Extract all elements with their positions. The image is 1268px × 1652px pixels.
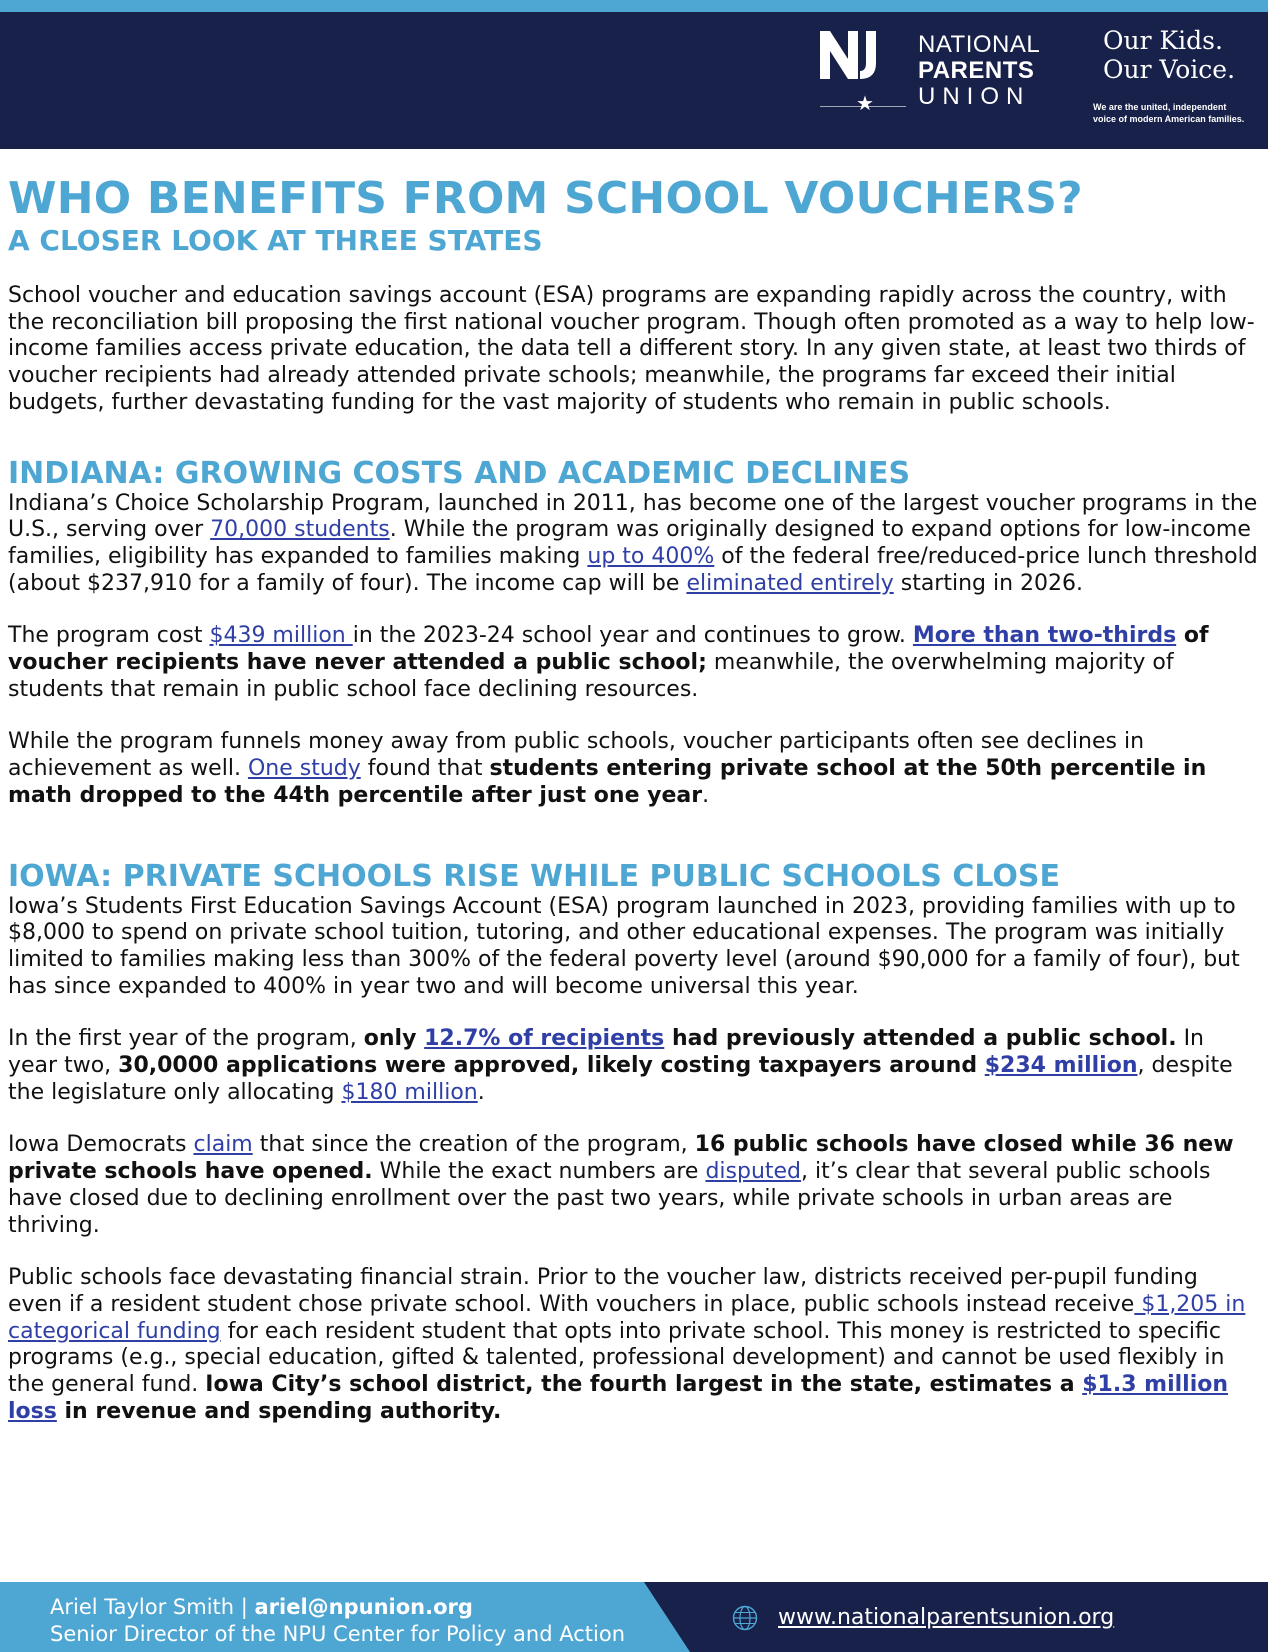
text-span: , it’s clear that several public schools have closed due to declining enrollment over the past two years, while private schools in urban areas are thriving. [8,1159,1211,1238]
tagline-subtext [1093,101,1244,125]
website-link[interactable]: www.nationalparentsunion.org [778,1605,1115,1630]
indiana-paragraph-3 [8,729,1258,809]
indiana-paragraph-1 [8,491,1258,598]
text-span: for each resident student that opts into private school. This money is restricted to specific programs (e.g., special education, gifted & talented, professional development) and cannot be used flexibly in the general fund. [8,1318,1225,1398]
tagline-sub-line1: We are the united, independent [1093,102,1227,112]
link-disputed[interactable]: disputed [705,1159,802,1185]
bold-span: students entering private school at the 50th percentile in math dropped to the 44th percentile after just one year [8,756,1207,808]
tagline-sub-line2: voice of modern American families. [1093,114,1245,124]
link-70000-students[interactable]: 70,000 students [210,517,390,543]
iowa-paragraph-3 [8,1132,1258,1239]
link-1-3-million-loss[interactable]: $1.3 million loss [8,1372,1229,1424]
logo-wordmark[interactable] [918,32,1040,110]
iowa-paragraph-1: Iowa’s Students First Education Savings Account (ESA) program launched in 2023, providing families with up to $8,000 to spend on private school tuition, tutoring, and other educational expenses. The program was initially limited to families making less than 300% of the federal poverty level (around $90,000 for a family of four), but has since expanded to 400% in year two and will become universal this year. [8,893,1240,999]
link-234-million[interactable]: $234 million [984,1053,1138,1079]
link-12-7-percent-recipients[interactable]: 12.7% of recipients [424,1026,665,1052]
text-span: In the first year of the program, [8,1026,364,1052]
iowa-paragraph-4 [8,1265,1258,1425]
main-content [8,172,1258,1426]
link-up-to-400[interactable]: up to 400% [587,543,715,569]
bold-span: of voucher recipients have never attended a public school; [8,623,1209,676]
text-span: , despite the legislature only allocating [8,1053,1233,1105]
contact-name: Ariel Taylor Smith | [50,1595,255,1619]
bold-span: only [363,1026,425,1052]
indiana-heading: INDIANA: GROWING COSTS AND ACADEMIC DECLINES [8,455,911,491]
text-span: . [477,1079,485,1105]
link-439-million[interactable]: $439 million [209,623,353,649]
bold-span: in revenue and spending authority. [56,1398,502,1424]
text-span: Public schools face devastating financial strain. Prior to the voucher law, districts received per-pupil funding even if a resident student chose private school. With vouchers in place, public schools instead receive [8,1265,1198,1317]
globe-icon [732,1605,758,1631]
text-span: Indiana’s Choice Scholarship Program, launched in 2011, has become one of the largest voucher programs in the U.S., serving over [8,490,1258,543]
contact-email[interactable]: ariel@npunion.org [254,1595,473,1619]
text-span: Iowa Democrats [8,1132,194,1158]
bold-span: 16 public schools have closed while 36 new private schools have opened. [8,1132,1234,1185]
logo-line-national: NATIONAL [918,31,1041,58]
page-title: WHO BENEFITS FROM SCHOOL VOUCHERS? [8,173,1083,224]
link-one-study[interactable]: One study [247,756,361,782]
intro-paragraph: School voucher and education savings account (ESA) programs are expanding rapidly across the country, with the reconciliation bill proposing the first national voucher program. Though often promoted as a way to help low-income families access private education, the data tell a different story. In any given state, at least two thirds of voucher recipients had already attended private schools; meanwhile, the programs far exceed their initial budgets, further devastating funding for the vast majority of students who remain in public schools. [8,283,1255,415]
text-span: meanwhile, the overwhelming majority of students that remain in public school face declining resources. [8,650,1174,702]
text-span: . [702,782,710,808]
tagline-line2: Our Voice. [1103,55,1236,84]
text-span: found that [360,756,490,782]
text-span: of the federal free/reduced-price lunch threshold (about $237,910 for a family of four). The income cap will be [8,543,1258,596]
iowa-heading: IOWA: PRIVATE SCHOOLS RISE WHILE PUBLIC SCHOOLS CLOSE [8,858,1060,894]
bold-span: Iowa City’s school district, the fourth largest in the state, estimates a [205,1372,1083,1398]
link-eliminated-entirely[interactable]: eliminated entirely [686,570,894,596]
text-span: In year two, [8,1026,1205,1079]
text-span: . While the program was originally designed to expand options for low-income families, eligibility has expanded to families making [8,517,1251,569]
top-accent-bar [0,0,1268,12]
bold-span: 30,0000 applications were approved, likely costing taxpayers around [118,1053,985,1079]
text-span: starting in 2026. [893,570,1084,596]
link-claim[interactable]: claim [193,1132,253,1158]
text-span: The program cost [8,623,210,649]
contact-role: Senior Director of the NPU Center for Policy and Action [50,1622,625,1646]
text-span: While the exact numbers are [372,1159,706,1185]
text-span: that since the creation of the program, [252,1132,695,1158]
header-banner [0,12,1268,149]
bold-span: had previously attended a public school. [664,1026,1177,1052]
link-1205-categorical-funding[interactable]: $1,205 in categorical funding [8,1291,1246,1344]
page-subtitle: A CLOSER LOOK AT THREE STATES [8,224,543,257]
indiana-paragraph-2 [8,623,1258,703]
iowa-paragraph-2 [8,1026,1258,1106]
link-more-than-two-thirds[interactable]: More than two-thirds [912,623,1177,649]
tagline-line1: Our Kids. [1103,26,1223,55]
tagline [1103,26,1235,84]
text-span: in the 2023-24 school year and continues to grow. [352,623,913,649]
footer-contact [50,1594,625,1648]
text-span: While the program funnels money away from public schools, voucher participants often see declines in achievement as well. [8,729,1145,782]
link-180-million[interactable]: $180 million [341,1079,478,1105]
npu-logo-icon [818,29,888,81]
contact-line [50,1594,625,1621]
star-icon: ★ [856,91,874,115]
logo-line-parents: PARENTS [918,57,1035,84]
logo-line-union: UNION [918,83,1031,110]
